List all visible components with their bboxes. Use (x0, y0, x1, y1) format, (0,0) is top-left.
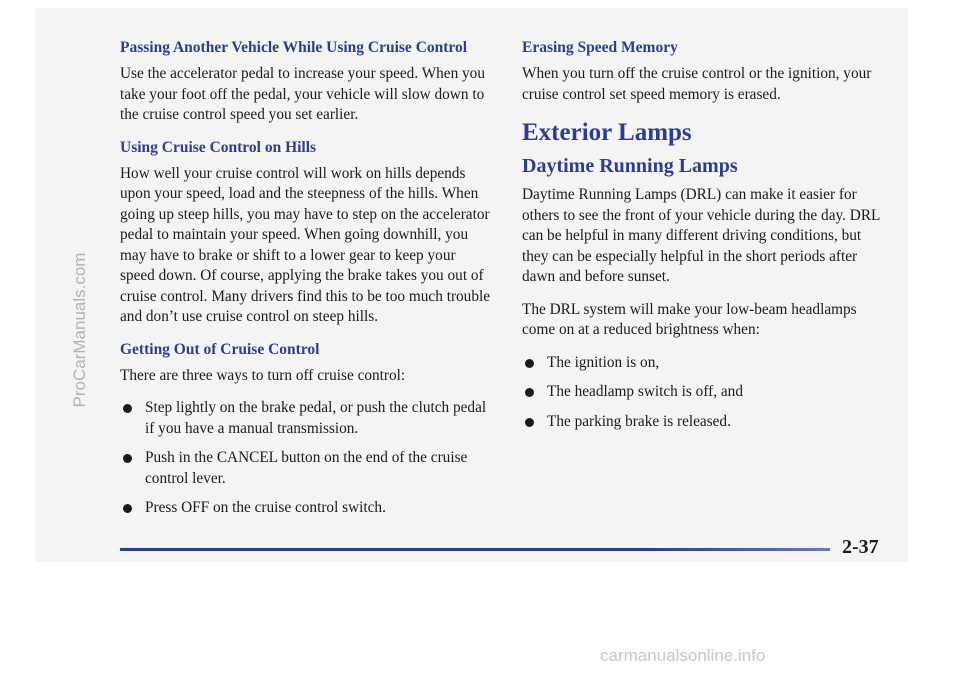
bullet-icon (123, 504, 132, 513)
erasing-text: When you turn off the cruise control or the ignition, your cruise control set speed memory is erased. (522, 65, 872, 103)
side-watermark: ProCarManuals.com (70, 252, 89, 408)
bullet-icon (525, 388, 534, 397)
list-item (120, 398, 492, 439)
getting-out-heading: Getting Out of Cruise Control (120, 340, 320, 358)
bullet-icon (525, 359, 534, 368)
right-column (522, 38, 887, 444)
exterior-lamps-heading: Exterior Lamps (522, 119, 692, 146)
getting-out-intro: There are three ways to turn off cruise control: (120, 366, 406, 384)
bullet-icon (123, 404, 132, 413)
bullet-icon (525, 418, 534, 427)
getting-out-list (120, 398, 492, 519)
list-item (120, 498, 492, 519)
list-item-text: The ignition is on, (547, 353, 660, 371)
bullet-icon (123, 454, 132, 463)
drl-list (522, 353, 887, 433)
list-item-text: The headlamp switch is off, and (547, 383, 743, 400)
drl-intro: The DRL system will make your low-beam headlamps come on at a reduced brightness when: (522, 300, 857, 338)
list-item-text: Push in the CANCEL button on the end of the cruise control lever. (145, 449, 468, 487)
passing-heading: Passing Another Vehicle While Using Cruise Control (120, 39, 468, 56)
footer-rule (120, 548, 830, 551)
hills-text: How well your cruise control will work on hills depends upon your speed, load and the steepness of the hills. When going up steep hills, you may have to step on the accelerator pedal to maintain your speed. When going downhill, you may have to brake or shift to a lower gear to keep your speed down. Of course, applying the brake takes you out of cruise control. Many drivers find this to be too much trouble and don’t use cruise control on steep hills. (120, 164, 491, 325)
list-item (522, 412, 887, 433)
bottom-watermark: carmanualsonline.info (600, 646, 766, 665)
hills-heading: Using Cruise Control on Hills (120, 138, 317, 156)
list-item (522, 382, 887, 403)
list-item-text: Press OFF on the cruise control switch. (145, 499, 386, 516)
list-item (120, 448, 492, 489)
drl-text: Daytime Running Lamps (DRL) can make it easier for others to see the front of your vehicle during the day. DRL can be helpful in many different driving conditions, but they can be especially helpful in the short periods after dawn and before sunset. (522, 186, 880, 285)
list-item-text: The parking brake is released. (547, 412, 731, 430)
list-item (522, 353, 887, 374)
erasing-heading: Erasing Speed Memory (522, 39, 678, 56)
page-number: 2-37 (842, 536, 879, 558)
list-item-text: Step lightly on the brake pedal, or push the clutch pedal if you have a manual transmission. (145, 399, 487, 437)
passing-text: Use the accelerator pedal to increase your speed. When you take your foot off the pedal, your vehicle will slow down to the cruise control speed you set earlier. (120, 65, 485, 123)
left-column (120, 38, 492, 531)
drl-heading: Daytime Running Lamps (522, 155, 738, 177)
